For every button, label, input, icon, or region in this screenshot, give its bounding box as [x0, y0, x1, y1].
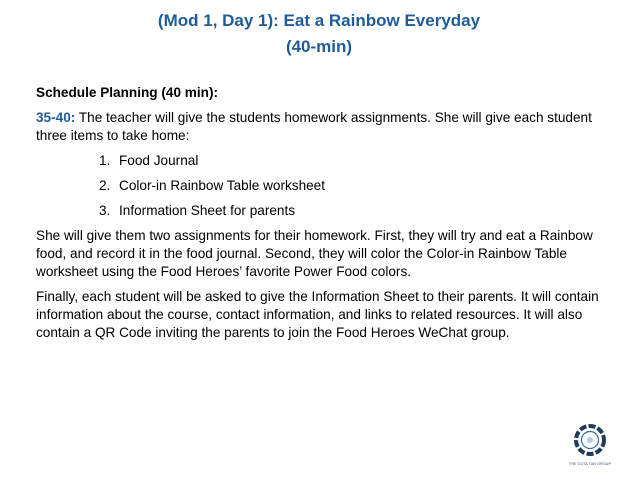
information-sheet-paragraph: Finally, each student will be asked to give the Information Sheet to their parents. It will contain information about the course, contact information, and links to related resources. It will also contain a QR Code inviting the parents to join the Food Heroes WeChat group. — [36, 289, 599, 340]
slide-title — [0, 8, 638, 60]
intro-text: The teacher will give the students homework assignments. She will give each student three items to take home: — [36, 110, 592, 143]
title-line-2: (40-min) — [285, 37, 353, 56]
list-number: 3. — [99, 203, 111, 218]
list-number: 1. — [99, 153, 111, 168]
list-text: Food Journal — [119, 153, 199, 168]
logo-text: THE COTA TAN GROUP — [568, 462, 612, 466]
homework-paragraph: She will give them two assignments for their homework. First, they will try and eat a Rainbow food, and record it in the food journal. Second, they will color the Color-in Rainbow Table worksheet using the Food Heroes’ favorite Power Food colors. — [36, 228, 593, 279]
time-range-label: 35-40: — [36, 110, 76, 125]
slide-body — [36, 84, 606, 349]
list-text: Color-in Rainbow Table worksheet — [119, 178, 326, 193]
take-home-list — [36, 152, 606, 220]
list-item — [99, 152, 606, 170]
list-item — [99, 177, 606, 195]
title-line-1: (Mod 1, Day 1): Eat a Rainbow Everyday — [157, 11, 481, 30]
list-text: Information Sheet for parents — [119, 203, 296, 218]
list-item — [99, 202, 606, 220]
schedule-heading: Schedule Planning (40 min): — [36, 85, 219, 100]
list-number: 2. — [99, 178, 111, 193]
logo-ring-icon — [558, 418, 622, 462]
intro-paragraph — [36, 109, 606, 145]
company-logo — [558, 418, 622, 470]
